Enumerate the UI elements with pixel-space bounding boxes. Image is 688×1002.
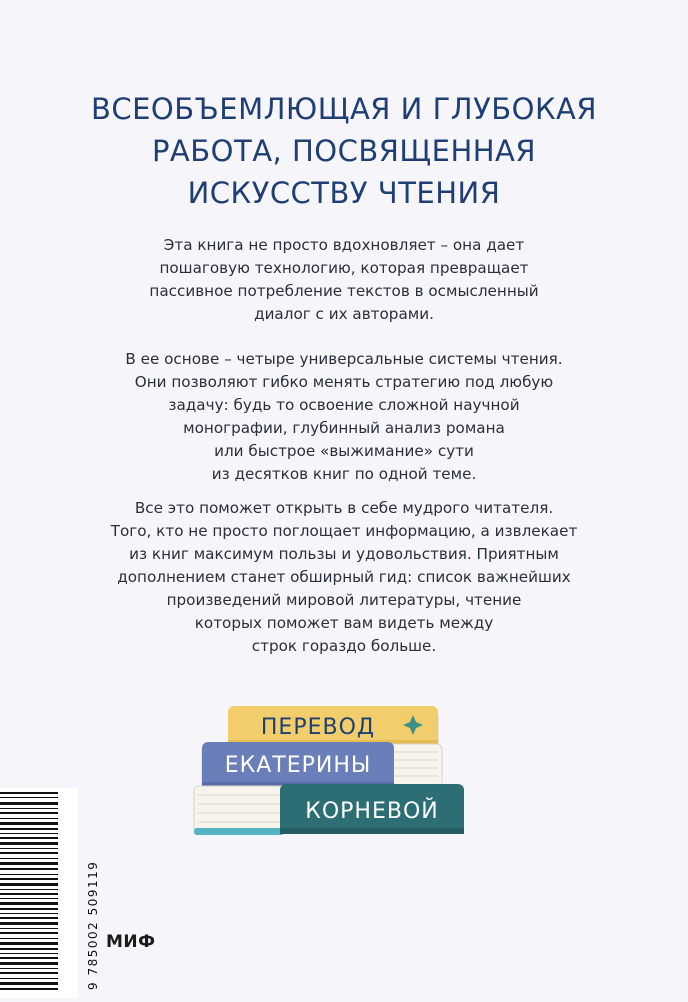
book-blue [202, 742, 442, 788]
paragraph-line: Эта книга не просто вдохновляет – она дает [163, 236, 525, 254]
paragraph-line: задачу: будь то освоение сложной научной [168, 396, 520, 414]
paragraph-line: произведений мировой литературы, чтение [166, 591, 522, 609]
paragraph-systems [40, 348, 648, 486]
headline-line-2: РАБОТА, ПОСВЯЩЕННАЯ [151, 134, 537, 168]
paragraph-line: пошаговую технологию, которая превращает [159, 259, 529, 277]
publisher-logo: МИФ [106, 932, 156, 952]
paragraph-line: которых поможет вам видеть между [194, 614, 494, 632]
paragraph-line: диалог с их авторами. [254, 305, 434, 323]
paragraph-reader [40, 497, 648, 658]
translator-line-1: ПЕРЕВОД [260, 715, 376, 740]
barcode-bars [0, 788, 78, 998]
translator-line-2: ЕКАТЕРИНЫ [224, 753, 372, 778]
paragraph-line: В ее основе – четыре универсальные системы чтения. [125, 350, 563, 368]
paragraph-line: из книг максимум пользы и удовольствия. Приятным [129, 545, 559, 563]
paragraph-line: строк гораздо больше. [251, 637, 437, 655]
paragraph-intro [40, 234, 648, 326]
paragraph-line: монографии, глубинный анализ романа [183, 419, 505, 437]
isbn-digits: 9 785002 509119 [86, 860, 100, 990]
paragraph-line: из десятков книг по одной теме. [211, 465, 477, 483]
paragraph-line: пассивное потребление текстов в осмысленный [149, 282, 539, 300]
headline-line-3: ИСКУССТВУ ЧТЕНИЯ [187, 176, 501, 210]
translator-line-3: КОРНЕВОЙ [305, 799, 439, 824]
paragraph-line: Они позволяют гибко менять стратегию под любую [134, 373, 554, 391]
paragraph-line: Все это поможет открыть в себе мудрого читателя. [134, 499, 554, 517]
translator-books-stack [180, 700, 480, 840]
headline-line-1: ВСЕОБЪЕМЛЮЩАЯ И ГЛУБОКАЯ [90, 92, 598, 126]
book-yellow [228, 706, 438, 746]
paragraph-line: Того, кто не просто поглощает информацию, а извлекает [110, 522, 578, 540]
paragraph-line: дополнением станет обширный гид: список важнейших [117, 568, 571, 586]
barcode [0, 788, 78, 998]
book-teal [194, 784, 464, 835]
paragraph-line: или быстрое «выжимание» сути [214, 442, 474, 460]
headline [0, 88, 688, 214]
